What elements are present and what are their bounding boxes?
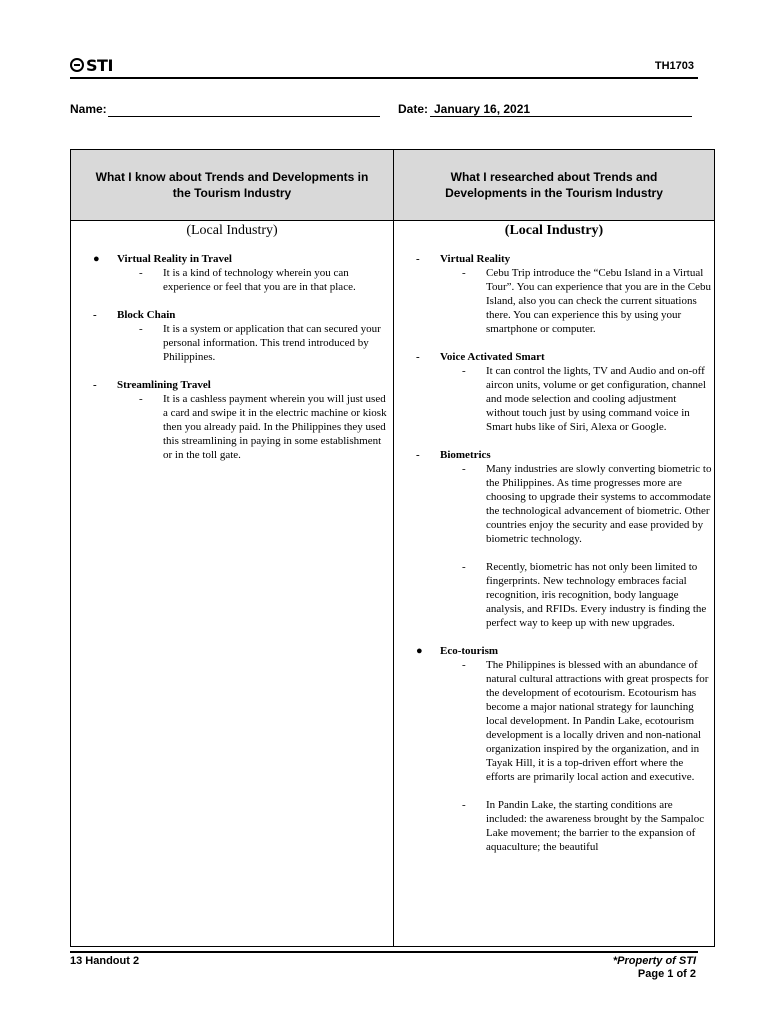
trends-table [70, 149, 715, 947]
item-heading [71, 378, 393, 392]
date-value: January 16, 2021 [434, 102, 531, 116]
list-item [394, 644, 714, 854]
sub-point [71, 322, 393, 364]
list-item [71, 252, 393, 294]
right-column-header: What I researched about Trends and Developments in the Tourism Industry [394, 150, 714, 221]
item-title: Streamlining Travel [117, 379, 211, 391]
dash-marker: - [139, 393, 143, 405]
property-label: *Property of STI [612, 955, 696, 967]
dash-marker: - [462, 799, 466, 811]
sub-point-text: It is a kind of technology wherein you can experience or feel that you are in that place. [163, 267, 356, 293]
list-item [394, 448, 714, 630]
right-item-list [394, 252, 714, 854]
item-title: Voice Activated Smart [440, 351, 545, 363]
sub-point-text: Many industries are slowly converting biometric to the Philippines. As time progresses more are choosing to upgrade their systems to accommodate the technological advancement of biometric. Other countries enjoy the security and ease provided by biometric technology. [486, 463, 712, 545]
sub-point [394, 266, 714, 336]
dash-marker: - [462, 365, 466, 377]
date-field[interactable] [430, 116, 692, 117]
dash-marker: - [462, 463, 466, 475]
sub-point [71, 266, 393, 294]
item-title: Block Chain [117, 309, 176, 321]
logo-text: STI [86, 55, 113, 75]
bullet-marker: - [93, 309, 97, 321]
item-heading [394, 448, 714, 462]
bullet-marker: - [416, 449, 420, 461]
page-number: Page 1 of 2 [637, 968, 696, 980]
item-heading [71, 252, 393, 266]
right-column [394, 222, 714, 946]
footer-rule [70, 951, 698, 953]
bullet-marker: ● [416, 645, 423, 657]
sub-point [71, 392, 393, 462]
name-field[interactable] [108, 116, 380, 117]
item-title: Virtual Reality in Travel [117, 253, 232, 265]
sub-point-text: The Philippines is blessed with an abundance of natural cultural attractions with great prospects for the development of ecotourism. Ecotourism has become a major national strategy for launching local development. In Pandin Lake, ecotourism development is a locally driven and non-national organization inspired by the organization, and in Tayak Hill, it is a top-driven effort where the efforts are primarily local action and executive. [486, 659, 709, 783]
bullet-marker: ● [93, 253, 100, 265]
name-label: Name: [70, 102, 107, 116]
left-item-list [71, 252, 393, 462]
item-title: Virtual Reality [440, 253, 511, 265]
list-item [394, 350, 714, 434]
dash-marker: - [462, 561, 466, 573]
date-label: Date: [398, 102, 429, 116]
left-industry-heading: (Local Industry) [186, 223, 278, 238]
item-heading [394, 350, 714, 364]
sub-point-text: In Pandin Lake, the starting conditions are included: the awareness brought by the Sampaloc Lake movement; the barrier to the expansion of aquaculture; the beautiful [486, 799, 705, 853]
item-heading [71, 308, 393, 322]
handout-label: 13 Handout 2 [70, 955, 140, 967]
header-rule [70, 77, 698, 79]
left-column [71, 222, 393, 946]
list-item [71, 378, 393, 462]
sub-point-text: It is a system or application that can secured your personal information. This trend introduced by Philippines. [163, 323, 381, 363]
item-heading [394, 252, 714, 266]
item-title: Eco-tourism [440, 645, 499, 657]
bullet-marker: - [93, 379, 97, 391]
sub-point [394, 364, 714, 434]
dash-marker: - [139, 267, 143, 279]
sti-logo [70, 55, 113, 75]
sub-point-text: Recently, biometric has not only been limited to fingerprints. New technology embraces facial recognition, iris recognition, body language analysis, and RFIDs. Every industry is finding the perfect way to keep up with new upgrades. [486, 561, 707, 629]
sub-point [394, 462, 714, 546]
sub-point [394, 658, 714, 784]
document-code: TH1703 [654, 60, 694, 72]
list-item [394, 252, 714, 336]
right-industry-heading: (Local Industry) [504, 223, 604, 238]
sub-point-text: Cebu Trip introduce the “Cebu Island in a Virtual Tour”. You can experience that you are in the Cebu Island, also you can check the current situations there. You can experience this by using your smartphone or computer. [486, 267, 711, 335]
dash-marker: - [462, 267, 466, 279]
item-heading [394, 644, 714, 658]
dash-marker: - [462, 659, 466, 671]
bullet-marker: - [416, 351, 420, 363]
globe-icon [70, 58, 84, 72]
bullet-marker: - [416, 253, 420, 265]
left-column-header: What I know about Trends and Developments in the Tourism Industry [71, 150, 393, 221]
dash-marker: - [139, 323, 143, 335]
list-item [71, 308, 393, 364]
item-title: Biometrics [440, 449, 491, 461]
sub-point-text: It is a cashless payment wherein you will just used a card and swipe it in the electric machine or kiosk then you already paid. In the Philippines they used this streamlining in paying in some establishment or in the toll gate. [163, 393, 387, 461]
sub-point [394, 798, 714, 854]
sub-point-text: It can control the lights, TV and Audio and on-off aircon units, volume or get configuration, channel and mode selection and cooling adjustment without touch just by using command voice in Smart hubs like of Siri, Alexa or Google. [486, 365, 706, 433]
sub-point [394, 560, 714, 630]
